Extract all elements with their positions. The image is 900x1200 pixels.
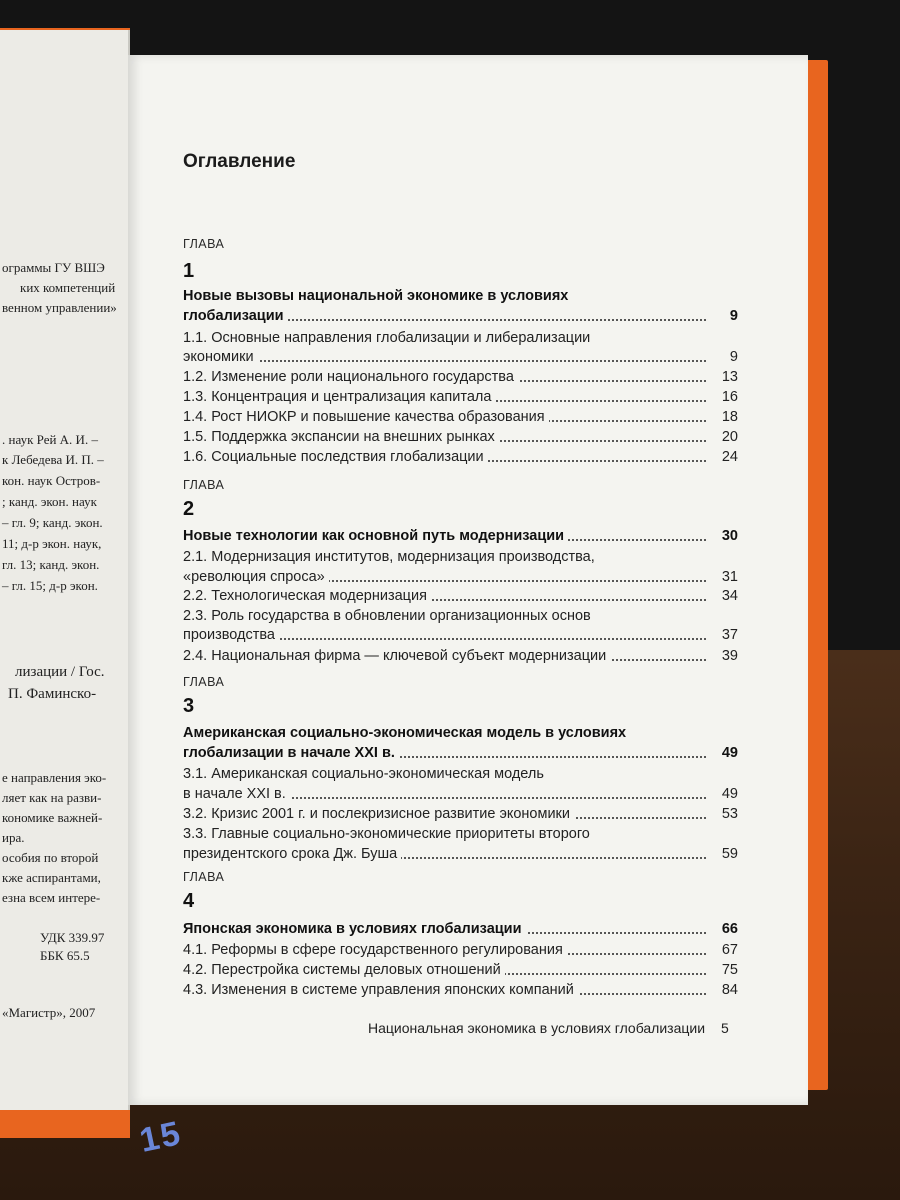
footer-title: Национальная экономика в условиях глобализации [368,1020,706,1036]
page-number: 13 [716,369,738,385]
left-text-fragment: 11; д-р экон. наук, [2,536,102,551]
toc-entry[interactable]: экономики 9 [183,349,738,365]
toc-entry[interactable]: 1.4. Рост НИОКР и повышение качества образования 18 [183,409,738,425]
bbk-code: ББК 65.5 [40,948,90,963]
section-title: 3.1. Американская социально-экономическая модель [183,766,544,782]
toc-entry[interactable]: «революция спроса» 31 [183,569,738,585]
chapter-label: ГЛАВА [183,237,225,251]
section-title: 1.1. Основные направления глобализации и либерализации [183,330,591,346]
left-text-fragment: кже аспирантами, [2,870,101,885]
toc-entry[interactable]: 1.3. Концентрация и централизация капитала 16 [183,389,738,405]
page-number: 67 [716,942,738,958]
page-number: 20 [716,429,738,445]
left-text-fragment: ких компетенций [20,280,116,295]
page-number: 84 [716,982,738,998]
left-text-fragment: П. Фаминско- [8,686,97,702]
left-page [0,30,130,1110]
toc-entry[interactable]: 2.4. Национальная фирма — ключевой субъект модернизации 39 [183,648,738,664]
page-number: 49 [716,745,738,761]
page-number: 75 [716,962,738,978]
left-text-fragment: кон. наук Остров- [2,473,101,488]
left-text-fragment: гл. 13; канд. экон. [2,557,100,572]
left-text-fragment: лизации / Гос. [15,664,105,680]
page-number: 53 [716,806,738,822]
page-number: 49 [716,786,738,802]
left-text-fragment: к Лебедева И. П. – [2,452,104,467]
left-text-fragment: езна всем интере- [2,890,101,905]
toc-entry[interactable]: президентского срока Дж. Буша 59 [183,846,738,862]
left-text-fragment: – гл. 9; канд. экон. [2,515,103,530]
toc-entry[interactable]: 1.5. Поддержка экспансии на внешних рынках 20 [183,429,738,445]
toc-entry[interactable]: 1.6. Социальные последствия глобализации 24 [183,449,738,465]
page-number: 18 [716,409,738,425]
toc-entry[interactable]: 4.2. Перестройка системы деловых отношений 75 [183,962,738,978]
chapter-label: ГЛАВА [183,675,225,689]
toc-entry[interactable]: глобализации 9 [183,308,738,324]
left-text-fragment: е направления эко- [2,770,107,785]
page-number: 30 [716,528,738,544]
section-title: 2.1. Модернизация институтов, модернизация производства, [183,549,595,565]
chapter-title: Американская социально-экономическая модель в условиях [183,725,627,741]
left-text-fragment: – гл. 15; д-р экон. [2,578,98,593]
price-sticker: 15 [136,1114,186,1160]
chapter-label: ГЛАВА [183,870,225,884]
left-text-fragment: кономике важней- [2,810,103,825]
left-text-fragment: особия по второй [2,850,99,865]
toc-entry[interactable]: 4.1. Реформы в сфере государственного регулирования 67 [183,942,738,958]
page-number: 16 [716,389,738,405]
toc-entry[interactable]: глобализации в начале XXI в. 49 [183,745,738,761]
toc-entry[interactable]: 2.2. Технологическая модернизация 34 [183,588,738,604]
page-number: 9 [724,349,738,365]
chapter-number: 1 [183,260,195,282]
chapter-number: 3 [183,695,195,717]
toc-entry[interactable]: 4.3. Изменения в системе управления японских компаний 84 [183,982,738,998]
left-text-fragment: ляет как на разви- [2,790,102,805]
page-number: 34 [716,588,738,604]
footer-page-number: 5 [721,1020,729,1036]
udk-code: УДК 339.97 [40,930,105,945]
toc-entry[interactable]: Новые технологии как основной путь модернизации 30 [183,528,738,544]
publisher-copyright: «Магистр», 2007 [2,1005,96,1020]
running-footer [368,1020,729,1036]
page-number: 66 [716,921,738,937]
chapter-number: 2 [183,498,195,520]
toc-entry[interactable]: производства 37 [183,627,738,643]
chapter-label: ГЛАВА [183,478,225,492]
left-text-fragment: ; канд. экон. наук [2,494,97,509]
left-text-fragment: . наук Рей А. И. – [2,432,98,447]
toc-entry[interactable]: 3.2. Кризис 2001 г. и послекризисное развитие экономики 53 [183,806,738,822]
chapter-number: 4 [183,890,195,912]
left-text-fragment: венном управлении» [2,300,117,315]
page-number: 39 [716,648,738,664]
page-number: 24 [716,449,738,465]
chapter-title: Новые вызовы национальной экономике в условиях [183,288,569,304]
page-title: Оглавление [183,151,296,172]
left-text-fragment: ира. [2,830,25,845]
toc-entry[interactable]: в начале XXI в. 49 [183,786,738,802]
page-number: 37 [716,627,738,643]
toc-entry[interactable]: Японская экономика в условиях глобализации 66 [183,921,738,937]
page-number: 9 [724,308,738,324]
section-title: 3.3. Главные социально-экономические приоритеты второго [183,826,590,842]
page-number: 59 [716,846,738,862]
toc-entry[interactable]: 1.2. Изменение роли национального государства 13 [183,369,738,385]
right-page-toc [128,55,808,1105]
section-title: 2.3. Роль государства в обновлении организационных основ [183,608,591,624]
page-number: 31 [716,569,738,585]
left-text-fragment: ограммы ГУ ВШЭ [2,260,105,275]
